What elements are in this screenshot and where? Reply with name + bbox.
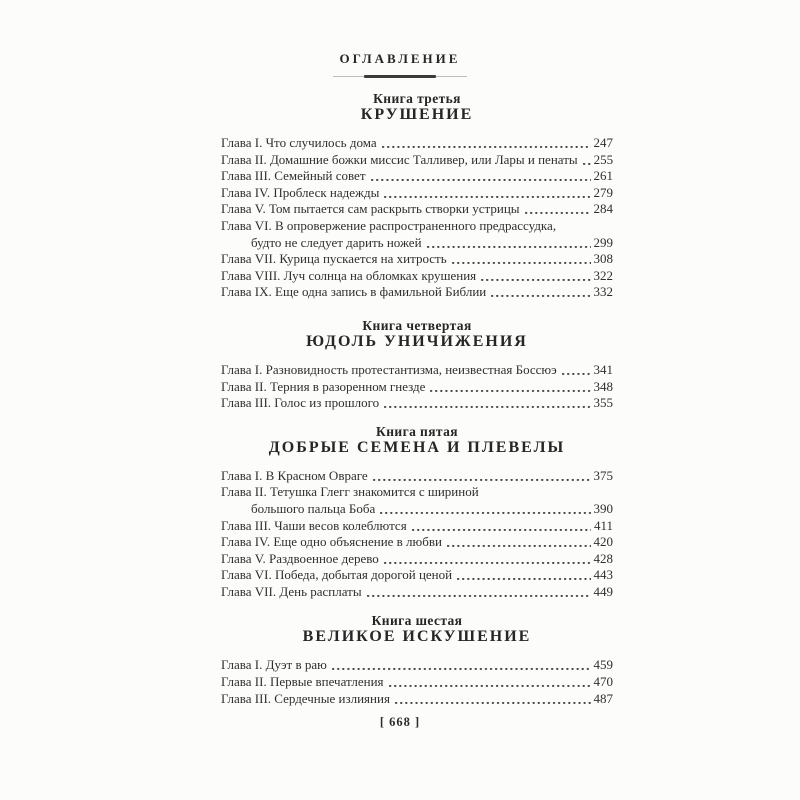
chapter-page-number: 284 — [593, 201, 613, 217]
chapter-page-number: 322 — [593, 267, 613, 283]
book-label: Книга шестая — [371, 613, 463, 629]
chapter-title: Глава II. Домашние божки миссис Талливер, или Лары и пенаты — [221, 151, 578, 167]
chapter-row — [221, 551, 613, 568]
chapter-title: Глава I. Что случилось дома — [221, 135, 377, 150]
chapter-page-number: 487 — [593, 690, 613, 706]
chapter-list — [221, 135, 613, 301]
dot-leader — [481, 268, 590, 285]
ornament-rule-bar — [364, 75, 436, 78]
book-label: Книга третья — [373, 91, 461, 106]
chapter-list — [221, 362, 613, 412]
dot-leader — [332, 657, 591, 674]
chapter-title: Глава II. Тетушка Глегг знакомится с шириной — [221, 484, 479, 500]
chapter-title: Глава IX. Еще одна запись в фамильной Библии — [221, 284, 487, 300]
chapter-row — [221, 268, 613, 285]
chapter-page-number: 299 — [593, 234, 613, 250]
toc-header-title: ОГЛАВЛЕНИЕ — [339, 51, 461, 66]
dot-leader — [412, 518, 591, 535]
chapter-title: Глава IV. Еще одно объяснение в любви — [221, 534, 442, 550]
book-title: ЮДОЛЬ УНИЧИЖЕНИЯ — [306, 332, 528, 350]
chapter-row — [221, 657, 613, 674]
chapter-title-continuation: большого пальца Боба — [251, 500, 376, 516]
chapter-title: Глава VIII. Луч солнца на обломках крушения — [221, 267, 477, 283]
ornament-rule — [333, 75, 467, 78]
book-title: ВЕЛИКОЕ ИСКУШЕНИЕ — [302, 628, 532, 646]
chapter-title: Глава II. Терния в разоренном гнезде — [221, 378, 426, 394]
book-title: ДОБРЫЕ СЕМЕНА И ПЛЕВЕЛЫ — [268, 438, 566, 456]
chapter-row — [221, 484, 613, 517]
chapter-title: Глава I. Разновидность протестантизма, неизвестная Боссюэ — [221, 361, 557, 377]
chapter-row — [221, 284, 613, 301]
chapter-title: Глава III. Голос из прошлого — [221, 395, 380, 411]
chapter-row — [221, 218, 613, 251]
chapter-title: Глава I. В Красном Овраге — [221, 467, 368, 483]
chapter-page-number: 443 — [593, 567, 613, 583]
chapter-page-number: 341 — [593, 361, 613, 377]
chapter-row — [221, 534, 613, 551]
dot-leader — [371, 168, 591, 185]
chapter-row — [221, 362, 613, 379]
chapter-page-number: 279 — [593, 184, 613, 200]
chapter-row — [221, 201, 613, 218]
chapter-row — [221, 567, 613, 584]
dot-leader — [525, 201, 591, 218]
chapter-title: Глава III. Семейный совет — [221, 168, 366, 184]
dot-leader — [373, 468, 591, 485]
dot-leader — [382, 135, 591, 152]
chapter-title: Глава IV. Проблеск надежды — [221, 184, 380, 200]
dot-leader — [430, 379, 590, 396]
dot-leader — [395, 691, 591, 708]
chapter-title: Глава III. Чаши весов колеблются — [221, 517, 407, 533]
chapter-page-number: 390 — [593, 500, 613, 516]
chapter-row — [221, 379, 613, 396]
chapter-page-number: 411 — [593, 517, 613, 533]
dot-leader — [457, 567, 590, 584]
dot-leader — [384, 395, 590, 412]
chapter-row — [221, 168, 613, 185]
book-title: КРУШЕНИЕ — [360, 106, 474, 123]
book-label: Книга четвертая — [362, 317, 472, 333]
chapter-title: Глава VI. Победа, добытая дорогой ценой — [221, 567, 453, 583]
chapter-page-number: 247 — [593, 135, 613, 150]
chapter-page-number: 449 — [593, 583, 613, 599]
dot-leader — [380, 501, 590, 518]
dot-leader — [447, 534, 591, 551]
chapter-row — [221, 674, 613, 691]
book-label: Книга пятая — [376, 423, 458, 439]
chapter-row — [221, 584, 613, 601]
chapter-title: Глава VII. День расплаты — [221, 583, 362, 599]
chapter-page-number: 355 — [593, 395, 613, 411]
chapter-page-number: 261 — [593, 168, 613, 184]
book-section — [221, 424, 613, 601]
book-section — [221, 613, 613, 707]
book-section — [221, 91, 613, 301]
chapter-title: Глава VI. В опровержение распространенного предрассудка, — [221, 217, 557, 233]
chapter-title: Глава III. Сердечные излияния — [221, 690, 390, 706]
chapter-page-number: 348 — [593, 378, 613, 394]
chapter-row — [221, 135, 613, 152]
chapter-row — [221, 152, 613, 169]
chapter-title: Глава V. Том пытается сам раскрыть створки устрицы — [221, 201, 520, 217]
chapter-page-number: 255 — [593, 151, 614, 167]
chapter-title: Глава I. Дуэт в раю — [221, 657, 327, 673]
chapter-list — [221, 468, 613, 601]
chapter-page-number: 308 — [593, 251, 613, 267]
toc-column — [221, 91, 613, 707]
dot-leader — [389, 674, 591, 691]
chapter-page-number: 459 — [593, 657, 613, 673]
chapter-page-number: 332 — [593, 284, 613, 300]
dot-leader — [367, 584, 591, 601]
chapter-page-number: 420 — [593, 534, 613, 550]
chapter-page-number: 470 — [593, 674, 613, 690]
chapter-page-number: 375 — [593, 467, 613, 483]
chapter-title-continuation: будто не следует дарить ножей — [251, 234, 422, 250]
chapter-page-number: 428 — [593, 550, 613, 566]
dot-leader — [491, 284, 590, 301]
dot-leader — [384, 185, 590, 202]
chapter-row — [221, 395, 613, 412]
chapter-title: Глава II. Первые впечатления — [221, 674, 384, 690]
dot-leader — [384, 551, 591, 568]
chapter-row — [221, 185, 613, 202]
chapter-title: Глава V. Раздвоенное дерево — [221, 550, 379, 566]
folio-page-number: [ 668 ] — [379, 715, 421, 730]
chapter-row — [221, 251, 613, 268]
chapter-row — [221, 691, 613, 708]
chapter-title: Глава VII. Курица пускается на хитрость — [221, 251, 447, 267]
dot-leader — [427, 235, 591, 252]
dot-leader — [452, 251, 591, 268]
chapter-row — [221, 468, 613, 485]
book-section — [221, 318, 613, 412]
chapter-row — [221, 518, 613, 535]
dot-leader — [562, 362, 591, 379]
dot-leader — [583, 152, 591, 169]
chapter-list — [221, 657, 613, 707]
